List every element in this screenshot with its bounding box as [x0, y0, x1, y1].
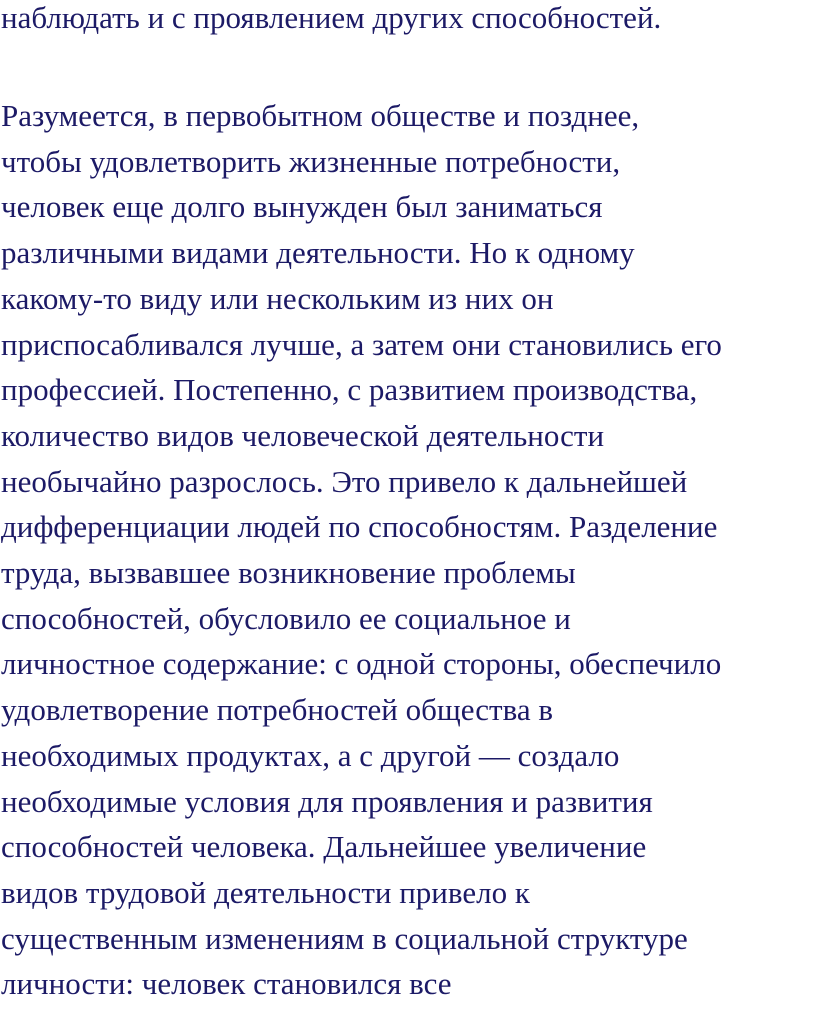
text-line: существенным изменениям в социальной структуре	[1, 921, 688, 956]
text-line: приспосабливался лучше, а затем они становились его	[1, 327, 722, 362]
text-line: дифференциации людей по способностям. Разделение	[1, 509, 718, 544]
text-line: необходимых продуктах, а с другой — создало	[1, 738, 620, 773]
text-line: необычайно разрослось. Это привело к дальнейшей	[1, 464, 688, 499]
text-line: количество видов человеческой деятельности	[1, 418, 605, 453]
text-line: чтобы удовлетворить жизненные потребности,	[1, 144, 621, 179]
text-line: наблюдать и с проявлением других способностей.	[1, 0, 662, 35]
text-line: способностей человека. Дальнейшее увеличение	[1, 829, 647, 864]
text-line: человек еще долго вынужден был заниматься	[1, 189, 603, 224]
text-line: способностей, обусловило ее социальное и	[1, 601, 571, 636]
text-line: необходимые условия для проявления и развития	[1, 784, 653, 819]
text-line: личностное содержание: с одной стороны, обеспечило	[1, 646, 722, 681]
text-line: различными видами деятельности. Но к одному	[1, 235, 635, 270]
text-line: видов трудовой деятельности привело к	[1, 875, 530, 910]
text-line: какому-то виду или нескольким из них он	[1, 281, 554, 316]
text-line: труда, вызвавшее возникновение проблемы	[1, 555, 576, 590]
text-line: удовлетворение потребностей общества в	[1, 692, 553, 727]
text-line: профессией. Постепенно, с развитием производства,	[1, 372, 698, 407]
text-line: Разумеется, в первобытном обществе и позднее,	[1, 98, 640, 133]
text-line: личности: человек становился все	[1, 966, 452, 1001]
